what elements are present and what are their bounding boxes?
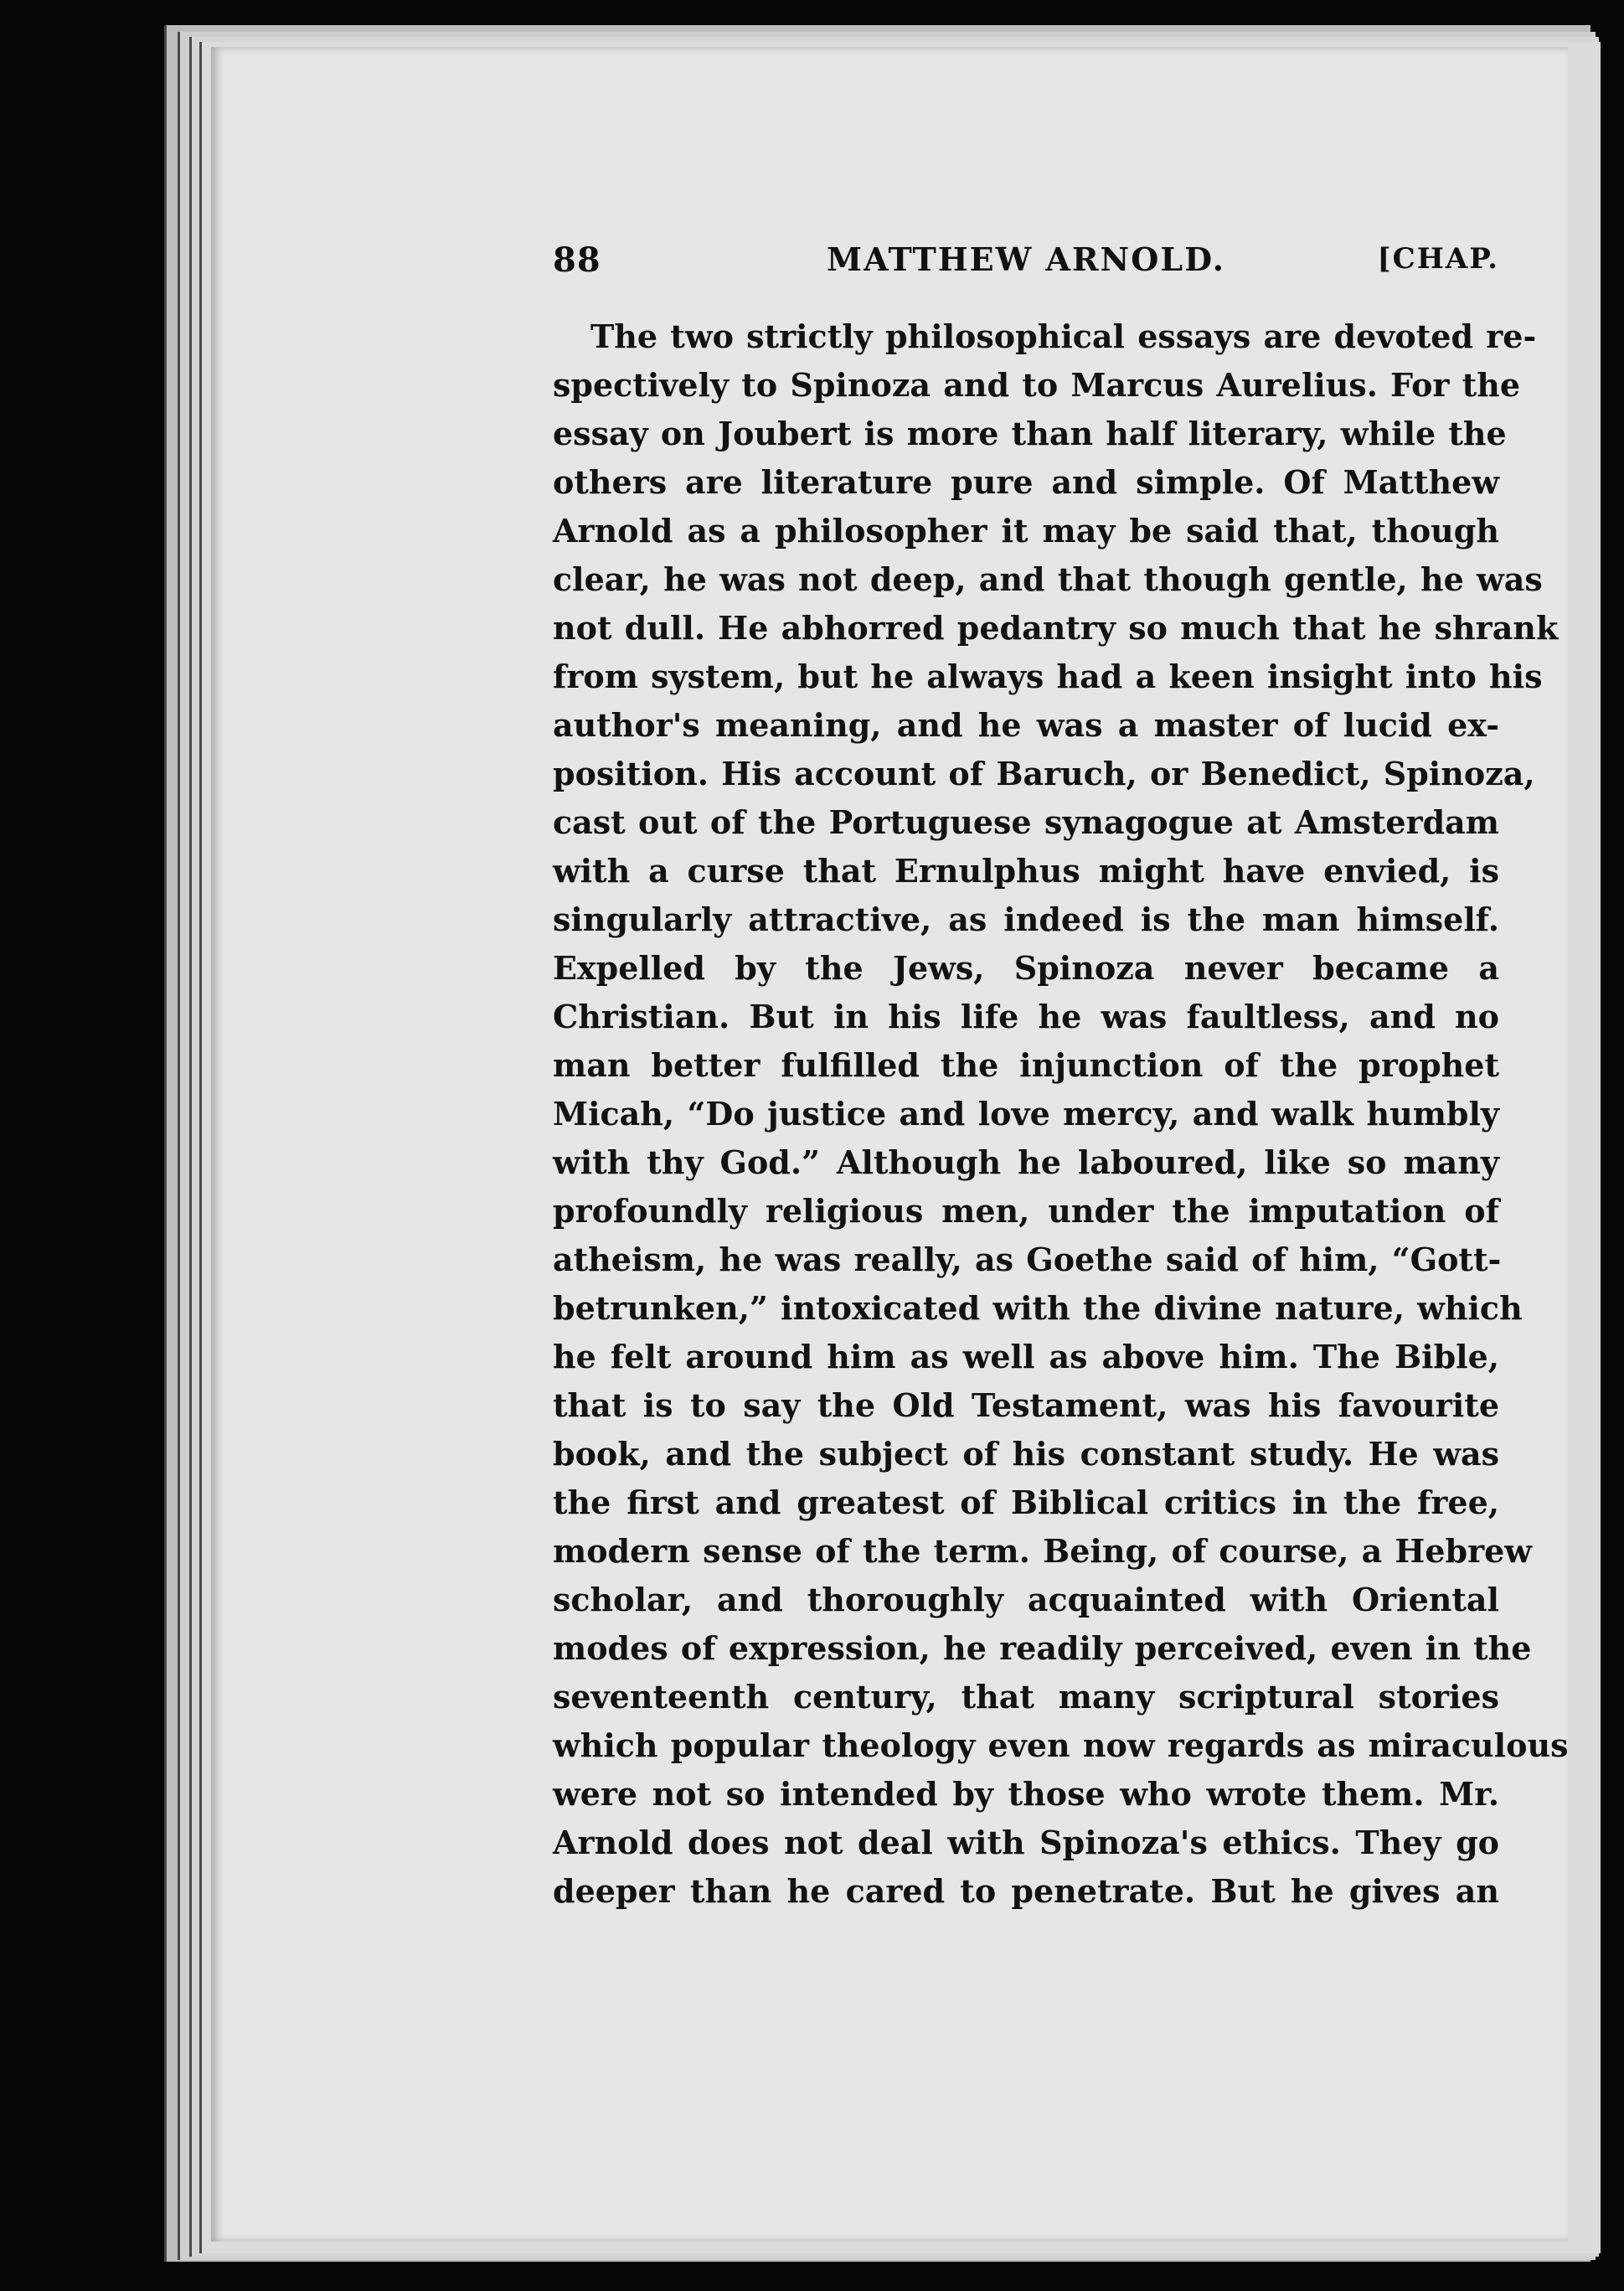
text-line: which popular theology even now regards as miraculous [553,1726,1569,1764]
text-line: that is to say the Old Testament, was his favourite [553,1386,1499,1424]
text-line: not dull. He abhorred pedantry so much that he shrank [553,609,1559,647]
text-line: position. His account of Baruch, or Benedict, Spinoza, [553,755,1535,792]
text-line: book, and the subject of his constant study. He was [553,1435,1499,1473]
text-line: spectively to Spinoza and to Marcus Aurelius. For the [553,366,1521,404]
text-line: modes of expression, he readily perceived, even in the [553,1629,1532,1667]
text-line: seventeenth century, that many scriptural stories [553,1678,1499,1716]
text-line: he felt around him as well as above him. The Bible, [553,1338,1499,1375]
text-line: scholar, and thoroughly acquainted with Oriental [553,1581,1499,1618]
text-line: Expelled by the Jews, Spinoza never became a [553,949,1499,987]
text-line: betrunken,” intoxicated with the divine nature, which [553,1289,1523,1327]
text-line: others are literature pure and simple. Of Matthew [553,463,1499,501]
text-line: profoundly religious men, under the imputation of [553,1192,1499,1230]
text-line: modern sense of the term. Being, of course, a Hebrew [553,1532,1532,1570]
text-line: man better fulfilled the injunction of the prophet [553,1046,1499,1084]
text-line: singularly attractive, as indeed is the man himself. [553,900,1499,938]
text-line: essay on Joubert is more than half literary, while the [553,415,1507,452]
text-line: Micah, “Do justice and love mercy, and walk humbly [553,1095,1499,1133]
text-line: with thy God.” Although he laboured, like so many [553,1143,1499,1181]
running-header [553,240,1499,284]
page-number: 88 [553,240,601,280]
body-text [553,312,1569,1916]
text-line: Arnold as a philosopher it may be said that, though [553,512,1499,550]
text-line: clear, he was not deep, and that though gentle, he was [553,560,1543,598]
text-line: The two strictly philosophical essays are devoted re- [590,317,1537,355]
text-line: the first and greatest of Biblical critics in the free, [553,1483,1499,1521]
chapter-mark: [CHAP. [1377,242,1499,276]
text-line: were not so intended by those who wrote them. Mr. [553,1775,1499,1813]
text-line: cast out of the Portuguese synagogue at Amsterdam [553,803,1499,841]
text-line: deeper than he cared to penetrate. But he gives an [553,1872,1499,1910]
text-line: atheism, he was really, as Goethe said of him, “Gott- [553,1241,1502,1278]
running-title: MATTHEW ARNOLD. [827,240,1225,278]
text-line: from system, but he always had a keen insight into his [553,658,1543,695]
text-line: with a curse that Ernulphus might have envied, is [553,852,1499,890]
text-line: Christian. But in his life he was faultless, and no [553,998,1499,1035]
text-line: author's meaning, and he was a master of lucid ex- [553,706,1499,744]
text-line: Arnold does not deal with Spinoza's ethics. They go [553,1824,1499,1861]
